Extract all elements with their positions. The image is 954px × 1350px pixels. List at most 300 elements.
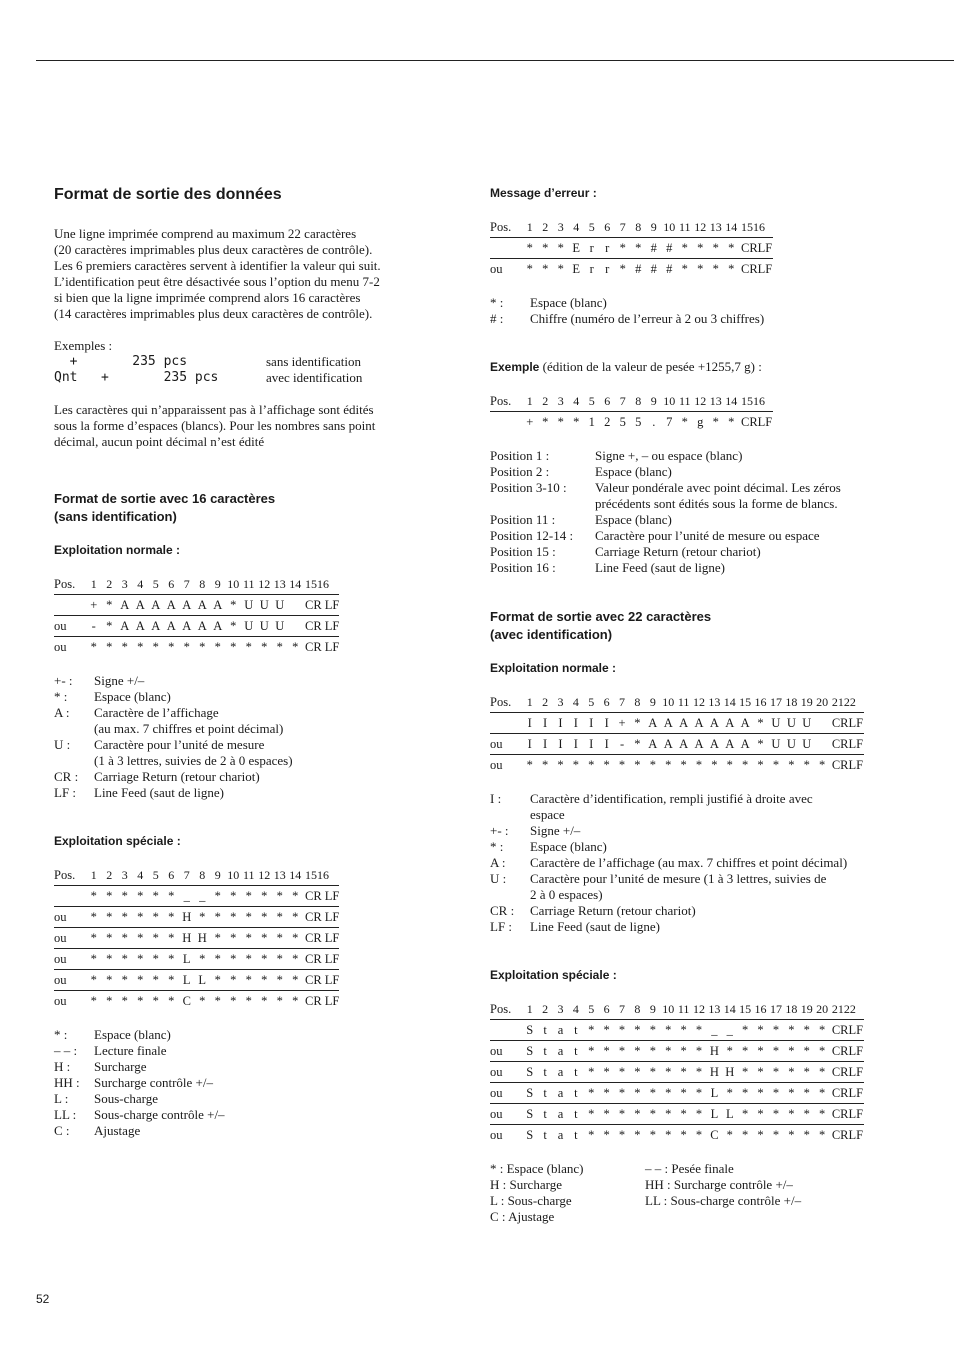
pos-label: Pos. xyxy=(54,574,86,595)
row-prefix xyxy=(490,412,522,433)
format-char: * xyxy=(711,757,718,772)
format-char: * xyxy=(645,1041,660,1062)
format-char: * xyxy=(676,1020,691,1041)
position-number: 2 xyxy=(538,217,554,238)
row-prefix xyxy=(54,886,86,907)
legend-row xyxy=(54,673,434,689)
legend-value: Caractère de l’affichage (au max. 7 chiffres et point décimal) xyxy=(530,855,848,870)
format-char: # xyxy=(666,261,673,276)
format-char: U xyxy=(799,713,814,734)
legend-value: Carriage Return (retour chariot) xyxy=(530,903,696,918)
legend-value: Sous-charge contrôle +/– xyxy=(94,1107,225,1122)
position-number: 3 xyxy=(553,692,568,713)
position-number: 18 xyxy=(784,692,799,713)
position-number: 13 xyxy=(708,217,724,238)
format-char: * xyxy=(784,1062,799,1083)
format-char: 5 xyxy=(619,414,626,429)
position-row xyxy=(490,544,880,560)
position-number: 14 xyxy=(288,574,304,595)
legend-row xyxy=(54,1059,434,1075)
blank-note-paragraph xyxy=(54,402,434,450)
fmt16-special-legend xyxy=(54,1027,434,1139)
position-number: 10 xyxy=(226,574,242,595)
format-char: * xyxy=(784,1020,799,1041)
row-terminator: CRLF xyxy=(830,1062,864,1083)
format-char: * xyxy=(538,238,554,259)
position-number: 2 xyxy=(538,391,554,412)
format-char: * xyxy=(557,414,564,429)
format-char: * xyxy=(288,928,304,949)
row-prefix: ou xyxy=(54,928,86,949)
format-char: * xyxy=(210,886,226,907)
format-char: A xyxy=(117,616,133,637)
format-char: A xyxy=(164,595,180,616)
format-char: A xyxy=(210,616,226,637)
format-char: * xyxy=(117,970,133,991)
format-char: * xyxy=(257,886,273,907)
position-number: 7 xyxy=(615,217,631,238)
format-char: * xyxy=(681,261,688,276)
legend-row xyxy=(54,1027,434,1043)
format-char: * xyxy=(133,949,149,970)
legend-row xyxy=(490,855,880,871)
format-char: * xyxy=(676,1062,691,1083)
legend-row xyxy=(54,1091,434,1107)
format-row xyxy=(490,412,773,433)
legend-value: Line Feed (saut de ligne) xyxy=(94,785,224,800)
format-char: * xyxy=(630,1062,645,1083)
format-char: * xyxy=(630,1041,645,1062)
format-char: * xyxy=(214,639,221,654)
format-char: * xyxy=(614,1083,629,1104)
legend-value: Line Feed (saut de ligne) xyxy=(530,919,660,934)
format-char: * xyxy=(214,993,221,1008)
format-char: - xyxy=(86,616,102,637)
format-char: A xyxy=(645,713,660,734)
position-number: 9 xyxy=(210,865,226,886)
format-char: t xyxy=(568,1083,583,1104)
format-char xyxy=(288,595,304,616)
format-char: * xyxy=(630,713,645,734)
legend-value: Carriage Return (retour chariot) xyxy=(595,544,761,559)
position-number: 11 xyxy=(241,865,257,886)
format-char: * xyxy=(737,1083,752,1104)
format-char: * xyxy=(117,886,133,907)
position-number: 17 xyxy=(768,999,783,1020)
format-char: * xyxy=(226,949,242,970)
format-char: * xyxy=(737,1041,752,1062)
legend-key: LF : xyxy=(54,785,77,800)
position-number: 2122 xyxy=(830,999,864,1020)
position-header-row xyxy=(490,217,773,238)
fmt16-title: Format de sortie avec 16 caractères xyxy=(54,491,276,506)
legend-value: Caractère pour l’unité de mesure (1 à 3 lettres, suivies de xyxy=(530,871,827,886)
format-char: 1 xyxy=(588,414,595,429)
position-number: 11 xyxy=(677,217,693,238)
format-char: * xyxy=(102,886,118,907)
position-number: 13 xyxy=(272,574,288,595)
error-table xyxy=(490,217,773,279)
row-terminator: CRLF xyxy=(830,1041,864,1062)
legend-value: précédents sont édités sous la forme de blancs. xyxy=(595,496,838,511)
row-terminator: CRLF xyxy=(830,1083,864,1104)
pos-label: Pos. xyxy=(54,865,86,886)
format-char: * xyxy=(230,639,237,654)
format-char: * xyxy=(288,949,304,970)
row-prefix xyxy=(54,595,86,616)
format-char: * xyxy=(753,1062,768,1083)
format-char: * xyxy=(697,261,704,276)
position-number: 9 xyxy=(645,692,660,713)
format-char: * xyxy=(645,1083,660,1104)
legend-key: Position 16 : xyxy=(490,560,556,575)
row-terminator: CRLF xyxy=(830,734,864,755)
format-char: L xyxy=(707,1083,722,1104)
fmt22-special-table xyxy=(490,999,864,1145)
format-char: H xyxy=(707,1062,722,1083)
legend-key xyxy=(490,887,530,903)
format-char: * xyxy=(164,907,180,928)
position-number: 3 xyxy=(553,999,568,1020)
position-number: 8 xyxy=(631,217,647,238)
format-char: I xyxy=(553,734,568,755)
intro-line: L’identification peut être désactivée sous l’option du menu 7-2 xyxy=(54,274,380,289)
format-char: * xyxy=(557,261,564,276)
format-char: U xyxy=(784,713,799,734)
legend-row xyxy=(54,1043,434,1059)
format-char: * xyxy=(691,1104,706,1125)
format-char: * xyxy=(676,1083,691,1104)
format-char: * xyxy=(245,639,252,654)
position-row xyxy=(490,480,880,496)
legend-row xyxy=(54,689,434,705)
position-number: 6 xyxy=(600,217,616,238)
position-number: 19 xyxy=(799,999,814,1020)
format-char: U xyxy=(272,616,288,637)
format-char: * xyxy=(195,907,211,928)
format-char: * xyxy=(661,1062,676,1083)
legend-key: * : xyxy=(54,689,68,704)
format-char: * xyxy=(226,616,242,637)
example-desc: avec identification xyxy=(266,370,363,385)
intro-line: (20 caractères imprimables plus deux caractères de contrôle). xyxy=(54,242,373,257)
format-char: * xyxy=(553,238,569,259)
format-char: * xyxy=(90,993,97,1008)
position-number: 10 xyxy=(662,391,678,412)
format-char: A xyxy=(148,595,164,616)
format-char: C xyxy=(182,993,191,1008)
position-number: 1 xyxy=(522,217,538,238)
format-char: a xyxy=(553,1041,568,1062)
legend-key xyxy=(54,753,94,769)
format-char: t xyxy=(568,1020,583,1041)
format-char: _ xyxy=(195,886,211,907)
format-row xyxy=(490,238,773,259)
legend-row: H : Surcharge xyxy=(490,1177,562,1192)
position-number: 14 xyxy=(724,217,740,238)
position-number: 10 xyxy=(662,217,678,238)
position-row xyxy=(490,512,880,528)
legend-value: Carriage Return (retour chariot) xyxy=(94,769,260,784)
format-char: L xyxy=(179,949,195,970)
position-number: 1516 xyxy=(739,217,773,238)
format-char: * xyxy=(753,1041,768,1062)
format-char: * xyxy=(106,993,113,1008)
legend-value: Sous-charge xyxy=(94,1091,159,1106)
format-char: t xyxy=(537,1083,552,1104)
legend-row: HH : Surcharge contrôle +/– xyxy=(645,1177,793,1192)
legend-key: I : xyxy=(490,791,502,806)
format-char: * xyxy=(117,907,133,928)
format-char: * xyxy=(148,928,164,949)
position-number: 4 xyxy=(568,692,583,713)
format-char: I xyxy=(537,734,552,755)
row-terminator: CR LF xyxy=(305,639,340,654)
row-prefix: ou xyxy=(490,757,503,772)
format-char: * xyxy=(603,757,610,772)
format-char: A xyxy=(148,616,164,637)
legend-value: Espace (blanc) xyxy=(530,295,607,310)
fmt16-special-table xyxy=(54,865,339,1011)
format-char: * xyxy=(599,1020,614,1041)
fmt22-special-legend-right xyxy=(645,1161,801,1225)
format-char: I xyxy=(584,734,599,755)
legend-value: Signe +, – ou espace (blanc) xyxy=(595,448,743,463)
format-char: + xyxy=(614,713,629,734)
format-char: * xyxy=(241,949,257,970)
format-char: * xyxy=(614,1020,629,1041)
format-char: * xyxy=(726,1127,733,1142)
format-char: A xyxy=(210,595,226,616)
legend-row: – – : Pesée finale xyxy=(645,1161,734,1176)
position-number: 19 xyxy=(799,692,814,713)
format-char: A xyxy=(195,616,211,637)
fmt22-normal-legend xyxy=(490,791,880,935)
position-number: 1516 xyxy=(303,865,339,886)
legend-key xyxy=(54,721,94,737)
format-char: t xyxy=(537,1020,552,1041)
format-char: I xyxy=(568,734,583,755)
format-char: * xyxy=(630,1104,645,1125)
position-number: 4 xyxy=(569,391,585,412)
format-char: L xyxy=(179,970,195,991)
legend-key xyxy=(490,807,530,823)
format-char: U xyxy=(241,595,257,616)
format-char: I xyxy=(599,734,614,755)
format-char: * xyxy=(272,949,288,970)
format-char: U xyxy=(768,734,783,755)
format-char: * xyxy=(803,757,810,772)
legend-row: LL : Sous-charge contrôle +/– xyxy=(645,1193,802,1208)
format-char: * xyxy=(742,757,749,772)
format-char: * xyxy=(257,970,273,991)
legend-key: Position 15 : xyxy=(490,544,556,559)
format-char: * xyxy=(257,949,273,970)
format-char: * xyxy=(677,238,693,259)
format-char: S xyxy=(526,1127,534,1142)
format-char: * xyxy=(133,907,149,928)
position-number: 4 xyxy=(133,574,149,595)
fmt16-special-label: Exploitation spéciale : xyxy=(54,834,181,848)
format-char: * xyxy=(121,993,128,1008)
legend-key: # : xyxy=(490,311,504,326)
pos-label: Pos. xyxy=(490,391,522,412)
format-char: * xyxy=(691,1041,706,1062)
format-char: t xyxy=(574,1127,578,1142)
format-char: * xyxy=(588,757,595,772)
error-label: Message d’erreur : xyxy=(490,186,597,200)
format-char: * xyxy=(152,639,159,654)
format-row xyxy=(54,637,339,658)
position-number: 16 xyxy=(753,999,768,1020)
page-number: 52 xyxy=(36,1292,50,1306)
format-char: * xyxy=(199,993,206,1008)
row-prefix: ou xyxy=(490,1083,522,1104)
format-char: * xyxy=(768,1104,783,1125)
format-char: * xyxy=(681,414,688,429)
format-char: * xyxy=(133,928,149,949)
format-char: a xyxy=(553,1104,568,1125)
legend-key: Position 11 : xyxy=(490,512,556,527)
format-char: * xyxy=(195,949,211,970)
position-number: 10 xyxy=(661,999,676,1020)
format-char: A xyxy=(133,616,149,637)
fmt22-special-label: Exploitation spéciale : xyxy=(490,968,617,982)
format-char: * xyxy=(261,639,268,654)
example-label-rest: (édition de la valeur de pesée +1255,7 g) : xyxy=(539,359,762,374)
header-rule xyxy=(36,60,954,61)
format-char: * xyxy=(803,1127,810,1142)
position-number: 2 xyxy=(102,865,118,886)
position-number: 6 xyxy=(599,999,614,1020)
format-char: U xyxy=(799,734,814,755)
position-number: 5 xyxy=(584,692,599,713)
format-char: * xyxy=(661,1041,676,1062)
row-prefix xyxy=(490,238,522,259)
format-char: * xyxy=(630,1020,645,1041)
row-terminator: CRLF xyxy=(830,1104,864,1125)
format-char: * xyxy=(599,1062,614,1083)
format-char: * xyxy=(226,907,242,928)
format-char: * xyxy=(784,1083,799,1104)
format-char: * xyxy=(722,1041,737,1062)
format-char: * xyxy=(292,639,299,654)
position-number: 5 xyxy=(584,999,599,1020)
format-char: * xyxy=(102,949,118,970)
format-char: * xyxy=(695,757,703,772)
format-char: * xyxy=(618,757,626,772)
row-prefix: ou xyxy=(54,949,86,970)
format-char: * xyxy=(649,1127,656,1142)
left-column xyxy=(54,185,434,1139)
format-char: H xyxy=(179,907,195,928)
format-char: * xyxy=(557,757,564,772)
position-number: 5 xyxy=(148,574,164,595)
format-char: * xyxy=(799,1041,814,1062)
format-char: * xyxy=(691,1062,706,1083)
legend-value: Espace (blanc) xyxy=(595,512,672,527)
right-column xyxy=(490,185,880,1225)
format-char: I xyxy=(568,713,583,734)
position-number: 3 xyxy=(117,865,133,886)
format-char: * xyxy=(603,1127,610,1142)
format-char: * xyxy=(814,1020,829,1041)
format-row xyxy=(490,1083,864,1104)
row-terminator: CR LF xyxy=(303,970,339,991)
format-char: C xyxy=(710,1127,719,1142)
format-char: * xyxy=(102,907,118,928)
format-char: * xyxy=(712,261,719,276)
legend-key: U : xyxy=(490,871,507,886)
legend-key: +- : xyxy=(490,823,509,838)
format-char: t xyxy=(537,1104,552,1125)
format-char: * xyxy=(799,1020,814,1041)
row-terminator: CR LF xyxy=(303,949,339,970)
legend-value: (1 à 3 lettres, suivies de 2 à 0 espaces) xyxy=(94,753,293,768)
position-number: 9 xyxy=(646,217,662,238)
legend-row xyxy=(54,721,434,737)
format-char: t xyxy=(537,1041,552,1062)
position-number: 1 xyxy=(86,574,102,595)
format-row xyxy=(54,907,339,928)
position-number: 3 xyxy=(553,391,569,412)
format-char: U xyxy=(784,734,799,755)
legend-value: Signe +/– xyxy=(94,673,145,688)
row-terminator: CR LF xyxy=(303,595,339,616)
position-number: 2 xyxy=(537,692,552,713)
legend-row: L : Sous-charge xyxy=(490,1193,572,1208)
format-char: * xyxy=(753,734,768,755)
format-char: * xyxy=(814,1041,829,1062)
position-number: 4 xyxy=(569,217,585,238)
format-char: A xyxy=(707,713,722,734)
format-char: * xyxy=(768,1062,783,1083)
format-char: r xyxy=(584,238,600,259)
format-char: * xyxy=(599,1104,614,1125)
legend-row xyxy=(490,295,880,311)
format-char: a xyxy=(553,1083,568,1104)
legend-row xyxy=(54,705,434,721)
format-char: I xyxy=(522,734,537,755)
legend-value: (au max. 7 chiffres et point décimal) xyxy=(94,721,284,736)
fmt22-normal-label: Exploitation normale : xyxy=(490,661,617,675)
row-prefix xyxy=(490,1020,522,1041)
row-prefix: ou xyxy=(490,1104,522,1125)
row-prefix: ou xyxy=(54,993,67,1008)
row-prefix: ou xyxy=(490,1062,522,1083)
position-number: 9 xyxy=(646,391,662,412)
position-number: 16 xyxy=(753,692,768,713)
format-char: * xyxy=(814,1104,829,1125)
example-code: + 235 pcs xyxy=(54,354,188,369)
position-number: 13 xyxy=(708,391,724,412)
format-char: * xyxy=(133,970,149,991)
legend-key: Position 3-10 : xyxy=(490,480,567,495)
format-char: * xyxy=(757,1127,764,1142)
format-char: * xyxy=(257,907,273,928)
pos-label: Pos. xyxy=(490,999,522,1020)
position-number: 8 xyxy=(630,999,645,1020)
format-char: * xyxy=(272,970,288,991)
format-char: * xyxy=(630,734,645,755)
legend-row xyxy=(490,823,880,839)
format-char: * xyxy=(708,238,724,259)
format-char: * xyxy=(691,1020,706,1041)
format-char: * xyxy=(784,1104,799,1125)
blank-note-line: décimal, aucun point décimal n’est édité xyxy=(54,434,265,449)
position-number: 6 xyxy=(164,865,180,886)
position-number: 11 xyxy=(677,391,693,412)
